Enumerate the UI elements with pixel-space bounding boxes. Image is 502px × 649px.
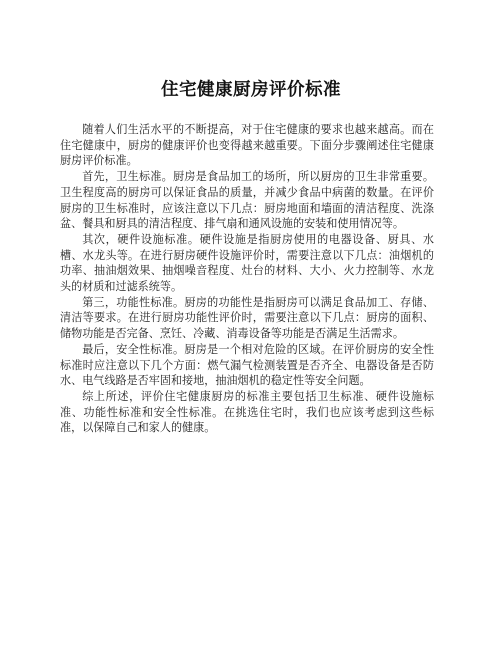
paragraph-functionality: 第三，功能性标准。厨房的功能性是指厨房可以满足食品加工、存储、清洁等要求。在进行厨房功能性评价时，需要注意以下几点：厨房的面积、储物功能是否完备、烹饪、冷藏、消毒设备等功能是否满足生活需求。: [60, 295, 434, 341]
paragraph-intro: 随着人们生活水平的不断提高，对于住宅健康的要求也越来越高。而在住宅健康中，厨房的健康评价也变得越来越重要。下面分步骤阐述住宅健康厨房评价标准。: [60, 123, 434, 168]
paragraph-hardware: 其次，硬件设施标准。硬件设施是指厨房使用的电器设备、厨具、水槽、水龙头等。在进行厨房硬件设施评价时，需要注意以下几点：油烟机的功率、抽油烟效果、抽烟噪音程度、灶台的材料、大小、火力控制等、水龙头的材质和过滤系统等。: [60, 232, 434, 294]
document-body: [60, 122, 434, 436]
document-title: 住宅健康厨房评价标准: [161, 80, 341, 100]
paragraph-safety: 最后，安全性标准。厨房是一个相对危险的区域。在评价厨房的安全性标准时应注意以下几个方面：燃气漏气检测装置是否齐全、电器设备是否防水、电气线路是否牢固和接地，抽油烟机的稳定性等安全问题。: [60, 342, 434, 388]
paragraph-conclusion: 综上所述，评价住宅健康厨房的标准主要包括卫生标准、硬件设施标准、功能性标准和安全性标准。在挑选住宅时，我们也应该考虑到这些标准，以保障自己和家人的健康。: [60, 389, 434, 435]
paragraph-hygiene: 首先，卫生标准。厨房是食品加工的场所，所以厨房的卫生非常重要。卫生程度高的厨房可以保证食品的质量，并减少食品中病菌的数量。在评价厨房的卫生标准时，应该注意以下几点：厨房地面和墙面的清洁程度、洗涤盆、餐具和厨具的清洁程度、排气扇和通风设施的安装和使用情况等。: [60, 170, 434, 231]
